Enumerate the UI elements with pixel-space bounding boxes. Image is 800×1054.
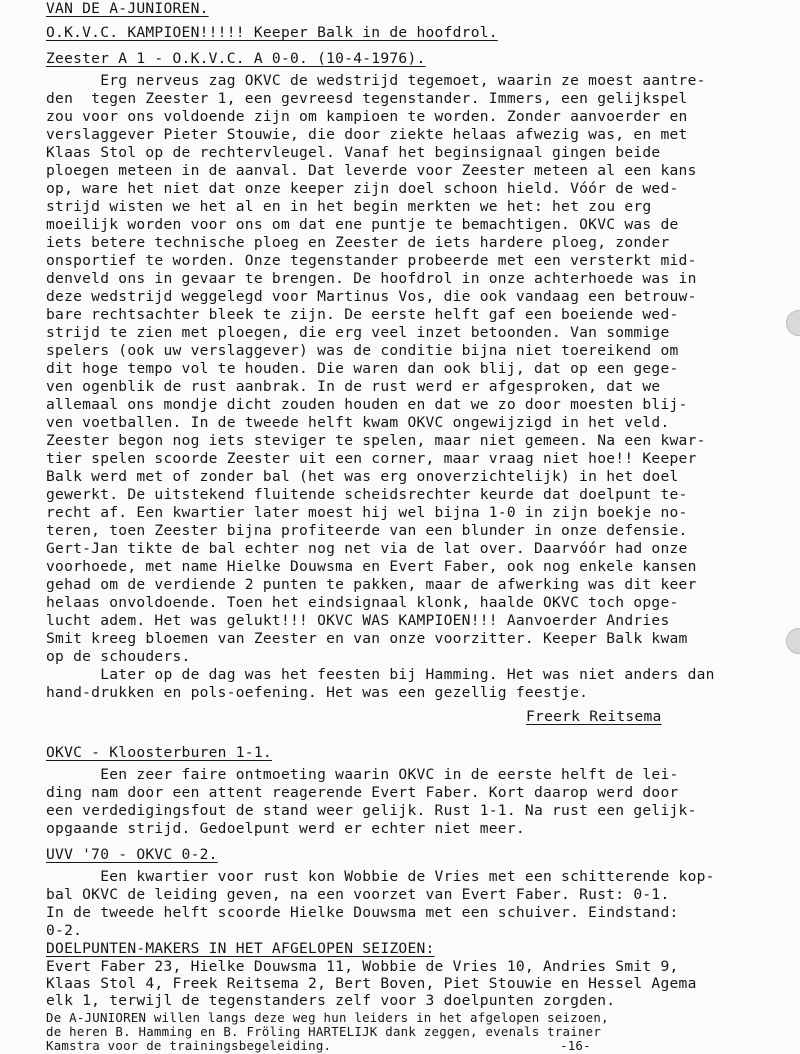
report-line: recht af. Een kwartier later moest hij wel bijna 1-0 in zijn boekje no- [46, 504, 688, 521]
report-line: Een zeer faire ontmoeting waarin OKVC in de eerste helft de lei- [46, 766, 679, 783]
author-signature: Freerk Reitsema [526, 708, 662, 725]
report-line: Een kwartier voor rust kon Wobbie de Vries met een schitterende kop- [46, 868, 715, 885]
report-line: bare rechtsachter bleek te zijn. De eerste helft gaf een boeiende wed- [46, 306, 679, 323]
report-line: spelers (ook uw verslaggever) was de conditie bijna niet toereikend om [46, 342, 679, 359]
report-line: bal OKVC de leiding geven, na een voorzet van Evert Faber. Rust: 0-1. [46, 886, 670, 903]
report-line: op, ware het niet dat onze keeper zijn doel schoon hield. Vóór de wed- [46, 180, 679, 197]
match2-heading: OKVC - Kloosterburen 1-1. [46, 744, 272, 761]
report-line: allemaal ons mondje dicht zouden houden en dat we zo door moesten blij- [46, 396, 688, 413]
report-line: strijd wisten we het al en in het begin merkten we het: het zou erg [46, 198, 652, 215]
report-line: Gert-Jan tikte de bal echter nog net via de lat over. Daarvóór had onze [46, 540, 688, 557]
report-line: Balk werd met of zonder bal (het was erg onoverzichtelijk) in het doel [46, 468, 679, 485]
report-line: Klaas Stol op de rechtervleugel. Vanaf het beginsignaal gingen beide [46, 144, 661, 161]
report-line: voorhoede, met name Hielke Douwsma en Evert Faber, ook nog enkele kansen [46, 558, 697, 575]
thanks-line: De A-JUNIOREN willen langs deze weg hun leiders in het afgelopen seizoen, [46, 1010, 609, 1025]
report-line: strijd te zien met ploegen, die erg veel inzet betoonden. Van sommige [46, 324, 670, 341]
report-line: op de schouders. [46, 648, 191, 665]
report-line: zou voor ons voldoende zijn om kampioen te worden. Zonder aanvoerder en [46, 108, 688, 125]
page-number: -16- [560, 1038, 591, 1053]
report-line: moeilijk worden voor ons om dat ene puntje te bemachtigen. OKVC was de [46, 216, 679, 233]
thanks-line: de heren B. Hamming en B. Fröling HARTELIJK dank zeggen, evenals trainer [46, 1024, 602, 1039]
report-line: een verdedigingsfout de stand weer gelijk. Rust 1-1. Na rust een gelijk- [46, 802, 697, 819]
report-line: ploegen meteen in de aanval. Dat leverde voor Zeester meteen al een kans [46, 162, 697, 179]
report-line: verslaggever Pieter Stouwie, die door ziekte helaas afwezig was, en met [46, 126, 688, 143]
punch-hole [786, 628, 800, 654]
report-line: ven ogenblik de rust aanbrak. In de rust werd er afgesproken, dat we [46, 378, 661, 395]
section-title: VAN DE A-JUNIOREN. [46, 0, 209, 17]
report-line: Smit kreeg bloemen van Zeester en van onze voorzitter. Keeper Balk kwam [46, 630, 688, 647]
report-line: onsportief te worden. Onze tegenstander probeerde met een versterkt mid- [46, 252, 697, 269]
headline: O.K.V.C. KAMPIOEN!!!!! Keeper Balk in de hoofdrol. [46, 24, 498, 41]
report-line: gehad om de verdiende 2 punten te pakken, maar de afwerking was dit keer [46, 576, 697, 593]
scorers-line: elk 1, terwijl de tegenstanders zelf voor 3 doelpunten zorgden. [46, 992, 616, 1009]
scorers-line: Evert Faber 23, Hielke Douwsma 11, Wobbie de Vries 10, Andries Smit 9, [46, 958, 679, 975]
report-line: ven voetballen. In de tweede helft kwam OKVC ongewijzigd in het veld. [46, 414, 670, 431]
thanks-line: Kamstra voor de trainingsbegeleiding. [46, 1038, 332, 1053]
report-line: tier spelen scoorde Zeester uit een corner, maar vraag niet hoe!! Keeper [46, 450, 697, 467]
report-line: gewerkt. De uitstekend fluitende scheidsrechter keurde dat doelpunt te- [46, 486, 688, 503]
report-line: hand-drukken en pols-oefening. Het was een gezellig feestje. [46, 684, 589, 701]
report-line: deze wedstrijd weggelegd voor Martinus Vos, die ook vandaag een betrouw- [46, 288, 697, 305]
report-line: In de tweede helft scoorde Hielke Douwsma met een schuiver. Eindstand: [46, 904, 679, 921]
scorers-line: Klaas Stol 4, Freek Reitsema 2, Bert Boven, Piet Stouwie en Hessel Agema [46, 975, 697, 992]
report-line: helaas onvoldoende. Toen het eindsignaal klonk, haalde OKVC toch opge- [46, 594, 679, 611]
report-line: Zeester begon nog iets steviger te spelen, maar niet gemeen. Na een kwar- [46, 432, 706, 449]
match3-heading: UVV '70 - OKVC 0-2. [46, 846, 218, 863]
punch-hole [786, 310, 800, 336]
match1-heading: Zeester A 1 - O.K.V.C. A 0-0. (10-4-1976). [46, 50, 426, 67]
report-line: Erg nerveus zag OKVC de wedstrijd tegemoet, waarin ze moest aantre- [46, 72, 706, 89]
report-line: Later op de dag was het feesten bij Hamming. Het was niet anders dan [46, 666, 715, 683]
report-line: denveld ons in gevaar te brengen. De hoofdrol in onze achterhoede was in [46, 270, 697, 287]
report-line: ding nam door een attent reagerende Evert Faber. Kort daarop werd door [46, 784, 679, 801]
report-line: 0-2. [46, 922, 83, 939]
report-line: lucht adem. Het was gelukt!!! OKVC WAS KAMPIOEN!!! Aanvoerder Andries [46, 612, 670, 629]
report-line: iets betere technische ploeg en Zeester de iets hardere ploeg, zonder [46, 234, 670, 251]
report-line: opgaande strijd. Gedoelpunt werd er echter niet meer. [46, 820, 525, 837]
report-line: dit hoge tempo vol te houden. Die waren dan ook blij, dat op een gege- [46, 360, 679, 377]
scorers-heading: DOELPUNTEN-MAKERS IN HET AFGELOPEN SEIZOEN: [46, 940, 435, 957]
report-line: teren, toen Zeester bijna profiteerde van een blunder in onze defensie. [46, 522, 688, 539]
report-line: den tegen Zeester 1, een gevreesd tegenstander. Immers, een gelijkspel [46, 90, 688, 107]
